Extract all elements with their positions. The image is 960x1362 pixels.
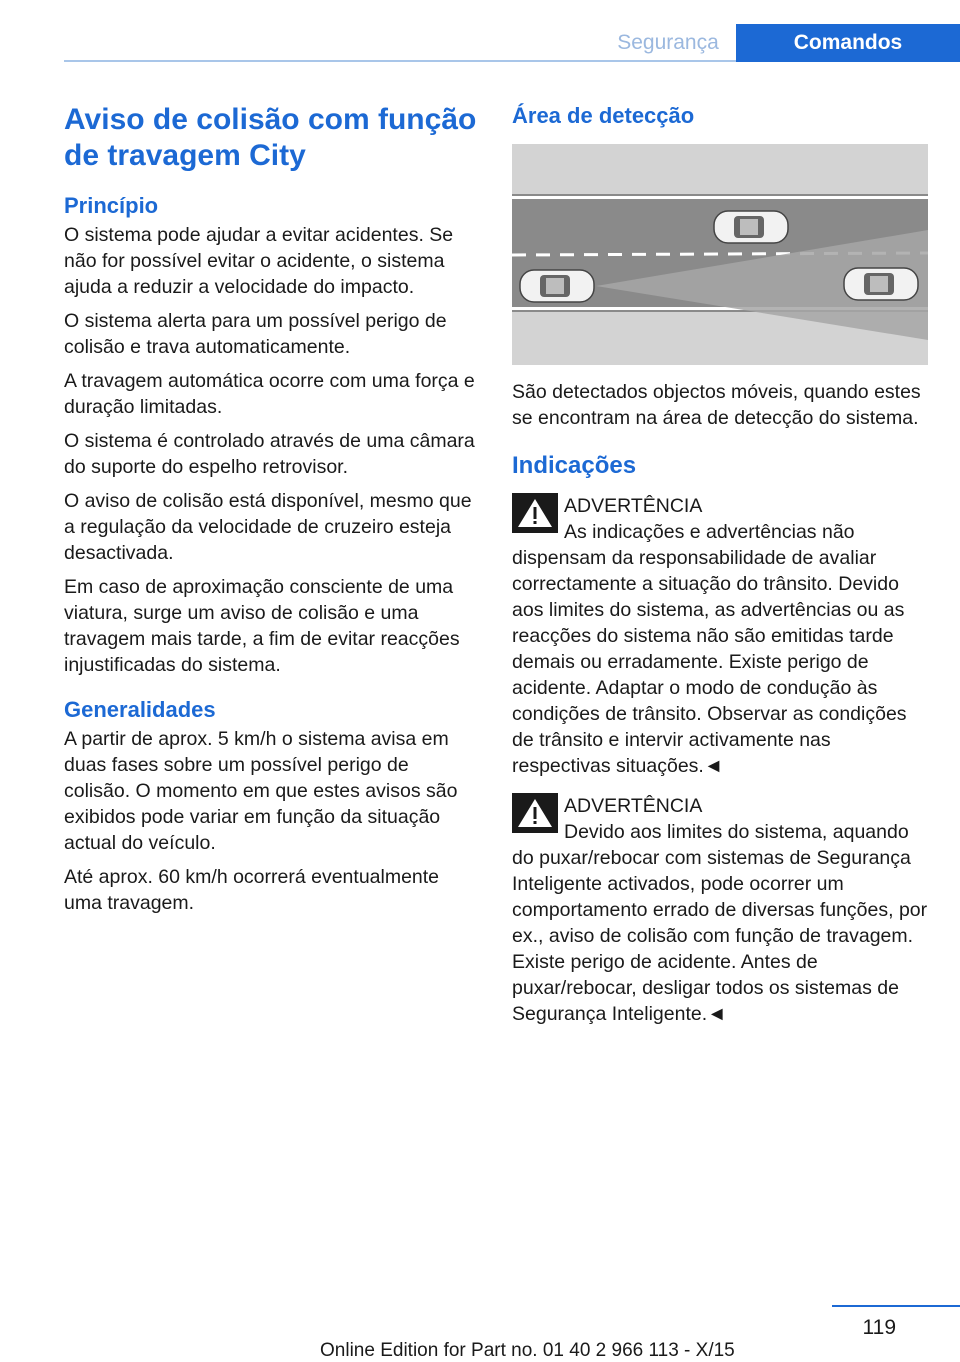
section-heading: Indicações (512, 452, 637, 479)
figure-caption: São detectados objectos móveis, quando estes se encontram na área de detecção do sistema. (512, 381, 921, 429)
paragraph: O sistema é controlado através de uma câmara do suporte do espelho retrovisor. (64, 430, 475, 478)
paragraph: A partir de aprox. 5 km/h o sistema avisa em duas fases sobre um possível perigo de colisão. O momento em que estes avisos são exibidos pode variar em função da situação actual do veículo. (64, 728, 458, 854)
section-generalidades (64, 696, 480, 916)
tab-comandos[interactable]: Comandos (736, 24, 960, 62)
paragraph: O sistema pode ajudar a evitar acidentes. Se não for possível evitar o acidente, o sistema ajuda a reduzir a velocidade do impacto. (64, 224, 454, 298)
section-indicacoes (512, 451, 928, 1027)
section-heading: Generalidades (64, 697, 216, 722)
paragraph: Em caso de aproximação consciente de uma viatura, surge um aviso de colisão e uma travagem mais tarde, a fim de evitar reacções injustificadas do sistema. (64, 576, 460, 676)
warning-text: As indicações e advertências não dispensam da responsabilidade de avaliar correctamente a situação do trânsito. Devido aos limites do sistema, as advertências ou as reacções do sistema não são emitidas tarde demais ou erradamente. Existe perigo de acidente. Adaptar o modo de condução às condições de trânsito. Observar as condições de trânsito e intervir activamente nas respectivas situações.◄ (512, 521, 907, 777)
page-title: Aviso de colisão com função de travagem City (64, 103, 477, 172)
warning-block (512, 793, 928, 1027)
right-column (512, 100, 928, 1027)
page-number: 119 (862, 1316, 896, 1339)
warning-triangle-icon (512, 493, 558, 533)
paragraph: Até aprox. 60 km/h ocorrerá eventualmente uma travagem. (64, 866, 440, 914)
section-principio (64, 192, 480, 678)
road-diagram (512, 144, 928, 365)
section-heading: Princípio (64, 193, 159, 218)
paragraph: O aviso de colisão está disponível, mesmo que a regulação da velocidade de cruzeiro esteja desactivada. (64, 490, 472, 564)
warning-block (512, 493, 928, 779)
warning-triangle-icon (512, 793, 558, 833)
car-front-upper (714, 211, 788, 243)
footer-rule (832, 1305, 960, 1307)
left-column (64, 100, 480, 916)
paragraph: A travagem automática ocorre com uma força e duração limitadas. (64, 370, 475, 418)
warning-title: ADVERTÊNCIA (564, 495, 703, 517)
car-rear-left (520, 270, 594, 302)
car-ego-right (844, 268, 918, 300)
paragraph: O sistema alerta para um possível perigo de colisão e trava automaticamente. (64, 310, 447, 358)
warning-text: Devido aos limites do sistema, aquando do puxar/rebocar com sistemas de Segurança Inteligente activados, pode ocorrer um comportamento errado de diversas funções, por ex., aviso de colisão com função de travagem. Existe perigo de acidente. Antes de puxar/rebocar, desligar todos os sistemas de Segurança Inteligente.◄ (512, 821, 928, 1025)
warning-title: ADVERTÊNCIA (564, 795, 703, 817)
section-heading-area-deteccao: Área de detecção (512, 103, 695, 128)
edition-note: Online Edition for Part no. 01 40 2 966 113 - X/15 (320, 1340, 735, 1361)
tab-seguranca[interactable]: Segurança (617, 31, 719, 54)
detection-area-illustration (512, 144, 928, 365)
